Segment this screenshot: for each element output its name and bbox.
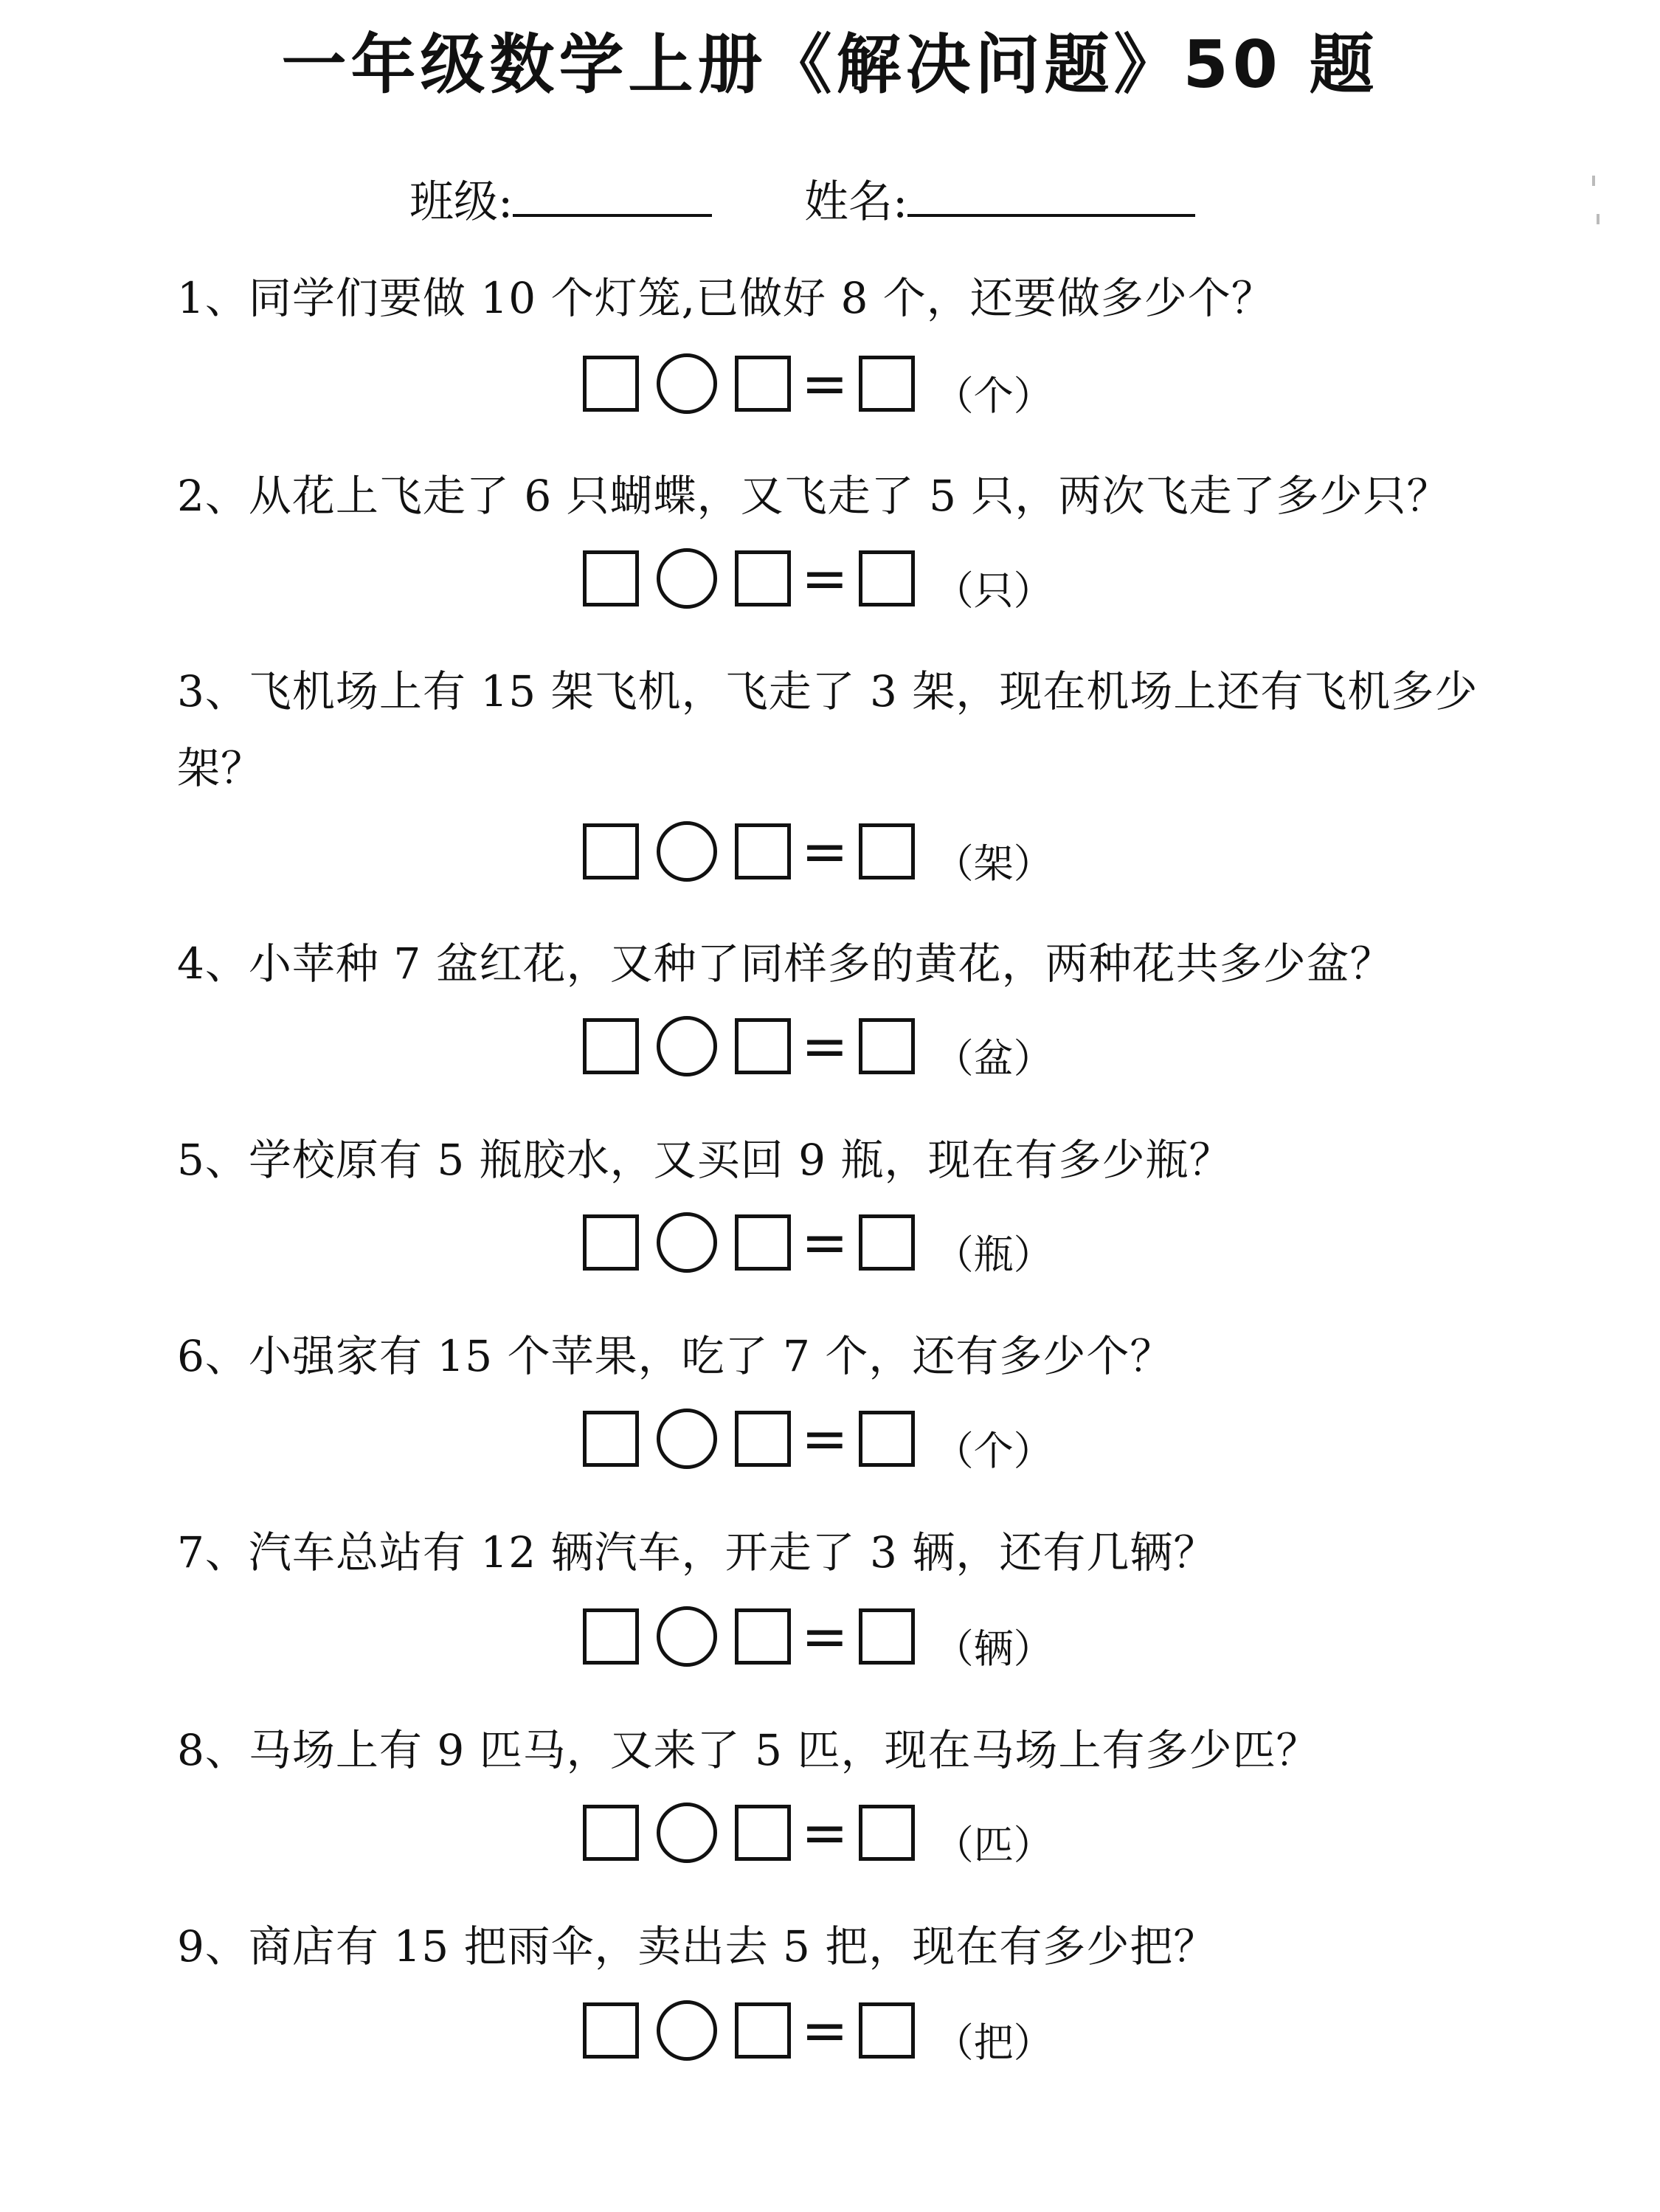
answer-box[interactable] [583, 2002, 639, 2059]
answer-box[interactable] [735, 1018, 791, 1074]
result-box[interactable] [859, 1018, 915, 1074]
equals-sign: = [801, 545, 848, 611]
equals-sign: = [801, 350, 848, 416]
result-box[interactable] [859, 1805, 915, 1861]
question-4: 4、小苹种 7 盆红花，又种了同样多的黄花，两种花共多少盆？ [177, 939, 1394, 989]
answer-box[interactable] [583, 1018, 639, 1074]
operator-circle[interactable] [657, 2000, 717, 2061]
answer-box[interactable] [735, 1805, 791, 1861]
unit-label: （把） [933, 2019, 1054, 2066]
result-box[interactable] [859, 823, 915, 879]
answer-box[interactable] [583, 1411, 639, 1467]
unit-label: （个） [933, 1427, 1054, 1474]
answer-box[interactable] [735, 1214, 791, 1271]
unit-label: （个） [933, 372, 1054, 419]
operator-circle[interactable] [657, 1606, 717, 1667]
answer-box[interactable] [735, 550, 791, 606]
question-9: 9、商店有 15 把雨伞，卖出去 5 把，现在有多少把？ [177, 1921, 1217, 1971]
unit-label: （匹） [933, 1821, 1054, 1868]
name-label: 姓名: [804, 176, 908, 228]
result-box[interactable] [859, 2002, 915, 2059]
operator-circle[interactable] [657, 1212, 717, 1273]
class-blank[interactable] [513, 162, 712, 217]
operator-circle[interactable] [657, 353, 717, 414]
answer-equation-8 [583, 1797, 1054, 1868]
equals-sign: = [801, 1997, 848, 2063]
answer-equation-2 [583, 543, 1054, 614]
question-1: 1、同学们要做 10 个灯笼,已做好 8 个，还要做多少个？ [177, 273, 1275, 323]
unit-label: （辆） [933, 1625, 1054, 1672]
answer-equation-9 [583, 1995, 1054, 2066]
equals-sign: = [801, 818, 848, 884]
operator-circle[interactable] [657, 1803, 717, 1863]
question-8: 8、马场上有 9 匹马，又来了 5 匹，现在马场上有多少匹？ [177, 1725, 1320, 1775]
result-box[interactable] [859, 1411, 915, 1467]
unit-label: （架） [933, 840, 1054, 887]
answer-box[interactable] [735, 823, 791, 879]
equals-sign: = [801, 1013, 848, 1079]
result-box[interactable] [859, 1608, 915, 1665]
answer-box[interactable] [583, 1805, 639, 1861]
answer-box[interactable] [583, 1608, 639, 1665]
operator-circle[interactable] [657, 821, 717, 882]
answer-equation-1 [583, 348, 1054, 419]
answer-equation-4 [583, 1011, 1054, 1082]
name-blank[interactable] [907, 162, 1195, 217]
class-label: 班级: [409, 176, 513, 228]
answer-box[interactable] [583, 356, 639, 412]
result-box[interactable] [859, 1214, 915, 1271]
answer-equation-3 [583, 816, 1054, 887]
unit-label: （只） [933, 567, 1054, 614]
equals-sign: = [801, 1209, 848, 1275]
worksheet-title: 一年级数学上册《解决问题》50 题 [281, 27, 1379, 103]
answer-box[interactable] [583, 550, 639, 606]
result-box[interactable] [859, 550, 915, 606]
answer-equation-6 [583, 1403, 1054, 1474]
answer-box[interactable] [583, 823, 639, 879]
equals-sign: = [801, 1406, 848, 1471]
answer-box[interactable] [735, 1608, 791, 1665]
question-5: 5、学校原有 5 瓶胶水，又买回 9 瓶，现在有多少瓶？ [177, 1135, 1233, 1185]
answer-box[interactable] [583, 1214, 639, 1271]
equals-sign: = [801, 1603, 848, 1669]
answer-box[interactable] [735, 2002, 791, 2059]
unit-label: （盆） [933, 1034, 1054, 1082]
class-field [409, 162, 712, 236]
result-box[interactable] [859, 356, 915, 412]
question-6: 6、小强家有 15 个苹果，吃了 7 个，还有多少个？ [177, 1331, 1174, 1381]
scan-mark [1592, 176, 1595, 186]
question-2: 2、从花上飞走了 6 只蝴蝶，又飞走了 5 只，两次飞走了多少只？ [177, 471, 1450, 521]
question-7: 7、汽车总站有 12 辆汽车，开走了 3 辆，还有几辆？ [177, 1527, 1217, 1577]
question-3: 3、飞机场上有 15 架飞机，飞走了 3 架，现在机场上还有飞机多少架？ [177, 666, 1479, 793]
answer-equation-7 [583, 1601, 1054, 1672]
equals-sign: = [801, 1800, 848, 1865]
operator-circle[interactable] [657, 1409, 717, 1469]
name-field [804, 162, 1195, 236]
unit-label: （瓶） [933, 1231, 1054, 1278]
operator-circle[interactable] [657, 548, 717, 609]
answer-box[interactable] [735, 356, 791, 412]
answer-box[interactable] [735, 1411, 791, 1467]
scan-mark [1597, 214, 1600, 224]
operator-circle[interactable] [657, 1016, 717, 1076]
answer-equation-5 [583, 1207, 1054, 1278]
